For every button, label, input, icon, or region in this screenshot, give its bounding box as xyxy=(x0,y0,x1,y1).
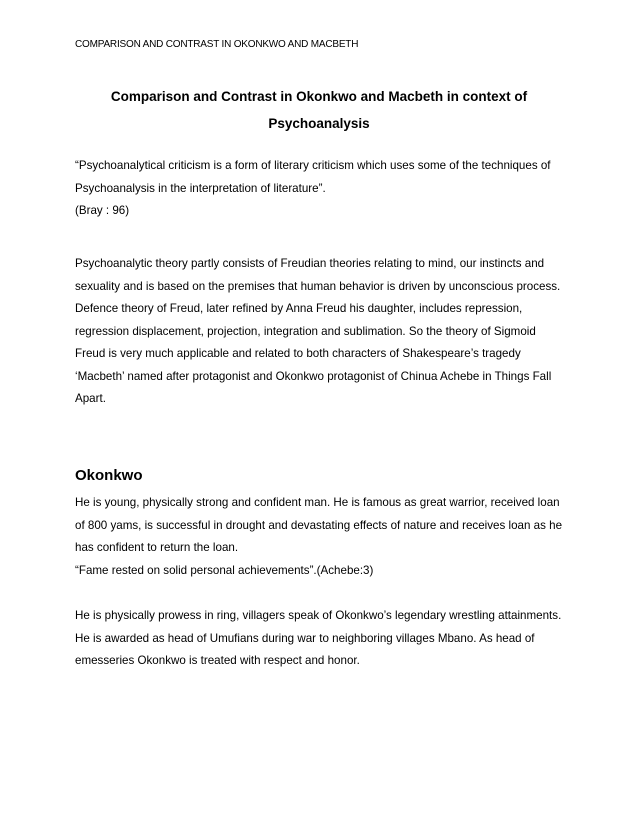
text-line: He is awarded as head of Umufians during war to neighboring villages Mbano. As head of xyxy=(75,631,535,645)
text-line: regression displacement, projection, integration and sublimation. So the theory of Sigmoid xyxy=(75,324,536,338)
running-header: COMPARISON AND CONTRAST IN OKONKWO AND MACBETH xyxy=(75,39,359,50)
text-line: He is young, physically strong and confident man. He is famous as great warrior, received loan xyxy=(75,496,560,509)
text-line: Freud is very much applicable and related to both characters of Shakespeare’s tragedy xyxy=(75,347,521,360)
text-line: emesseries Okonkwo is treated with respect and honor. xyxy=(75,654,360,667)
title-line: Psychoanalysis xyxy=(268,116,370,131)
text-line: of 800 yams, is successful in drought and devastating effects of nature and receives loan as he xyxy=(75,518,563,532)
title-line: Comparison and Contrast in Okonkwo and Macbeth in context of xyxy=(110,89,528,104)
text-line: Defence theory of Freud, later refined by Anna Freud his daughter, includes repression, xyxy=(75,302,523,315)
document-title xyxy=(80,83,558,137)
text-line: ‘Macbeth’ named after protagonist and Okonkwo protagonist of Chinua Achebe in Things Fall xyxy=(75,369,552,383)
text-line: has confident to return the loan. xyxy=(75,541,239,554)
okonkwo-paragraph-1 xyxy=(75,492,565,582)
text-line: Psychoanalysis in the interpretation of literature”. xyxy=(75,181,326,195)
text-line: Apart. xyxy=(75,392,106,405)
text-line: sexuality and is based on the premises that human behavior is driven by unconscious process. xyxy=(75,279,561,293)
section-heading: Okonkwo xyxy=(75,467,143,484)
citation-line: (Bray : 96) xyxy=(75,204,130,217)
text-line: Psychoanalytic theory partly consists of Freudian theories relating to mind, our instincts and xyxy=(75,257,545,270)
text-line: “Psychoanalytical criticism is a form of literary criticism which uses some of the techniques of xyxy=(75,159,551,172)
theory-paragraph xyxy=(75,253,565,411)
okonkwo-paragraph-2 xyxy=(75,605,565,673)
quote-paragraph xyxy=(75,155,565,223)
text-line: He is physically prowess in ring, villagers speak of Okonkwo’s legendary wrestling attainments. xyxy=(75,609,562,622)
quote-line: “Fame rested on solid personal achievements”.(Achebe:3) xyxy=(75,563,374,577)
